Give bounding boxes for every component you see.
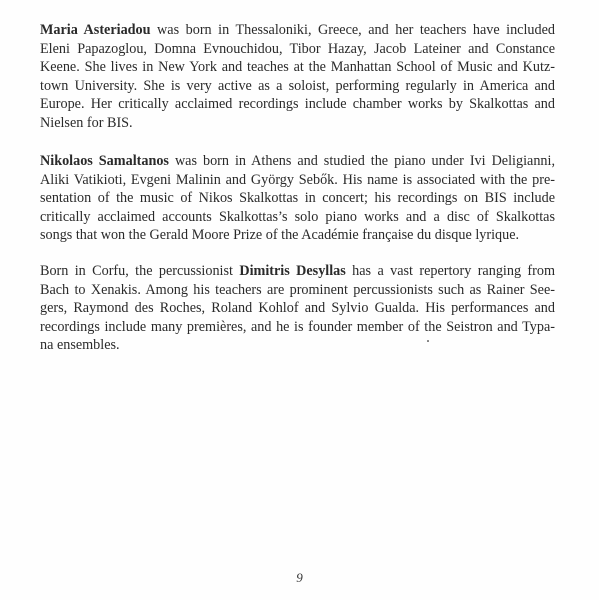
bio-nikolaos-samaltanos <box>40 152 555 245</box>
bio-line: na ensembles. <box>40 337 120 354</box>
bio-line: songs that won the Gerald Moore Prize of the Académie française du disque lyrique. <box>40 227 520 244</box>
bio-line: Born in Corfu, the percussionist Dimitris Desyllas has a vast repertory ranging from <box>40 263 555 279</box>
bio-line: Nielsen for BIS. <box>40 114 133 131</box>
bio-line: Eleni Papazoglou, Domna Evnouchidou, Tibor Hazay, Jacob Lateiner and Constance <box>40 40 555 57</box>
bio-dimitris-desyllas <box>40 262 555 355</box>
page-number: 9 <box>296 570 303 585</box>
bio-line: sentation of the music of Nikos Skalkottas in concert; his recordings on BIS include <box>40 190 555 207</box>
bio-line: Europe. Her critically acclaimed recordings include chamber works by Skalkottas and <box>40 96 555 113</box>
artist-name: Dimitris Desyllas <box>239 263 346 279</box>
bio-line: Maria Asteriadou was born in Thessaloniki, Greece, and her teachers have included <box>40 22 555 38</box>
bio-line: Keene. She lives in New York and teaches at the Manhattan School of Music and Kutz- <box>40 59 555 76</box>
bio-line: Bach to Xenakis. Among his teachers are prominent percussionists such as Rainer See- <box>40 281 555 298</box>
artist-name: Nikolaos Samaltanos <box>40 153 169 169</box>
bio-line: gers, Raymond des Roches, Roland Kohlof and Sylvio Gualda. His performances and <box>40 300 555 317</box>
artist-name: Maria Asteriadou <box>40 22 151 38</box>
bio-line: recordings include many premières, and he is founder member of the Seistron and Typa- <box>40 318 555 335</box>
bio-line: critically acclaimed accounts Skalkottas’s solo piano works and a disc of Skalkottas <box>40 208 555 225</box>
scan-speck <box>427 340 429 342</box>
bio-line: town University. She is very active as a soloist, performing regularly in America and <box>40 77 555 94</box>
bio-line: Aliki Vatikioti, Evgeni Malinin and György Sebők. His name is associated with the pre- <box>40 171 555 188</box>
bio-line: Nikolaos Samaltanos was born in Athens and studied the piano under Ivi Deligianni, <box>40 153 556 169</box>
bio-maria-asteriadou <box>40 21 555 133</box>
